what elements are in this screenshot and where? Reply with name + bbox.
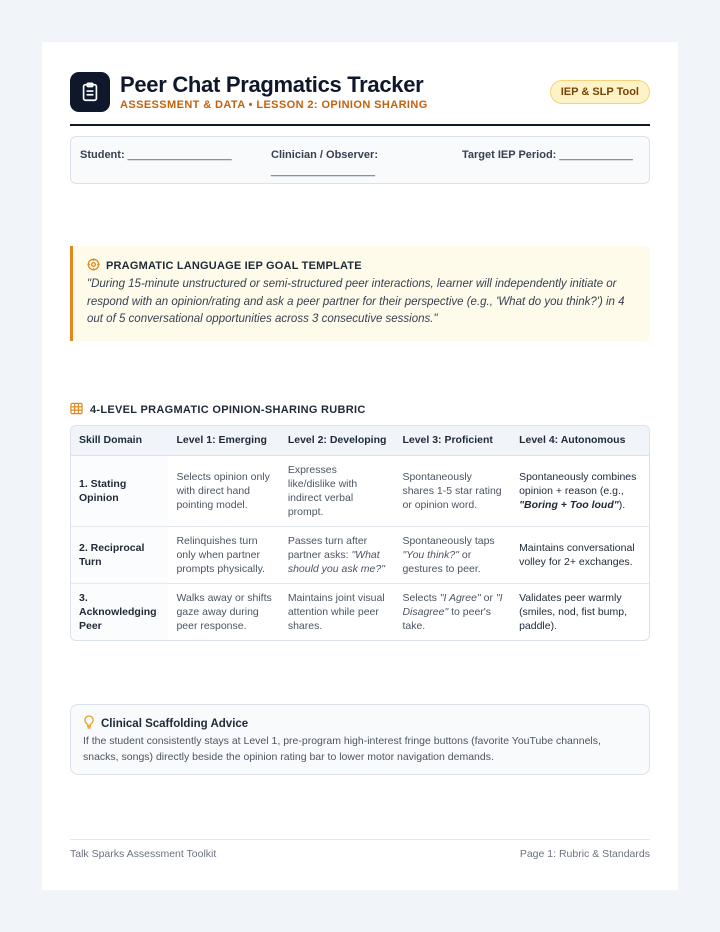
cell-text: Passes turn after partner asks:: [287, 534, 368, 561]
table-cell: Expresses like/dislike with indirect verbal prompt.: [280, 455, 395, 526]
target-period-label: Target IEP Period:: [462, 149, 557, 161]
advice-heading-row: [83, 715, 248, 732]
rubric-heading: 4-LEVEL PRAGMATIC OPINION-SHARING RUBRIC: [90, 404, 366, 416]
column-header: Level 1: Emerging: [168, 426, 279, 455]
table-cell: [511, 455, 649, 526]
document-page: [42, 42, 678, 890]
table-cell: Maintains joint visual attention while peer shares.: [287, 591, 385, 632]
table-header-row: [71, 426, 649, 455]
page-title: Peer Chat Pragmatics Tracker: [120, 72, 424, 97]
table-cell: [394, 526, 511, 583]
scaffolding-advice-box: [70, 704, 650, 775]
footer-page-label: Page 1: Rubric & Standards: [519, 848, 650, 860]
table-cell: Validates peer warmly (smiles, nod, fist bump, paddle).: [519, 591, 628, 632]
table-cell: Maintains conversational volley for 2+ exchanges.: [511, 526, 649, 583]
cell-example: "What should you ask me?": [287, 548, 385, 575]
cell-text: to peer's take.: [402, 605, 492, 632]
target-period-field[interactable]: [462, 147, 633, 163]
column-header: Level 2: Developing: [280, 426, 395, 455]
table-row: [71, 455, 649, 526]
skill-cell: 1. Stating Opinion: [71, 455, 168, 526]
cell-text: or: [480, 591, 496, 604]
grid-table-icon: [70, 402, 83, 418]
table-cell: Spontaneously shares 1-5 star rating or opinion word.: [394, 455, 511, 526]
goal-text: "During 15-minute unstructured or semi-structured peer interactions, learner will independently initiate or respond with an opinion/rating and ask a peer partner for their perspective (e.g., 'What do you think?') in 4 out of 5 conversational opportunities across 3 consecutive sessions.": [87, 278, 625, 325]
student-blank: _________________: [127, 149, 232, 161]
cell-text: Spontaneously combines opinion + reason (e.g.,: [519, 470, 637, 497]
clinician-field[interactable]: [271, 147, 421, 179]
advice-text: If the student consistently stays at Level 1, pre-program high-interest fringe buttons (favorite YouTube channels, snacks, songs) directly beside the opinion rating bar to lower motor navigation demands.: [83, 735, 601, 763]
table-row: [71, 583, 649, 640]
skill-cell: 3. Acknowledging Peer: [71, 583, 168, 640]
rubric-table: [71, 426, 649, 640]
tool-badge: IEP & SLP Tool: [550, 80, 650, 104]
student-label: Student:: [80, 149, 125, 161]
table-cell: Selects opinion only with direct hand pointing model.: [168, 455, 279, 526]
rubric-table-wrapper: [70, 425, 650, 641]
column-header: Level 4: Autonomous: [511, 426, 649, 455]
column-header: Skill Domain: [71, 426, 168, 455]
page-subtitle: ASSESSMENT & DATA • LESSON 2: OPINION SHARING: [120, 99, 428, 111]
cell-text: or gestures to peer.: [402, 548, 481, 575]
clinician-blank: _________________: [271, 165, 376, 177]
header-divider: [70, 124, 650, 126]
footer-divider: [70, 839, 650, 840]
clipboard-icon: [70, 72, 110, 112]
clinician-label: Clinician / Observer:: [271, 149, 378, 161]
student-field[interactable]: [80, 147, 232, 163]
table-cell: Relinquishes turn only when partner prompts physically.: [168, 526, 279, 583]
table-cell: Walks away or shifts gaze away during peer response.: [176, 591, 272, 632]
cell-example: "Boring + Too loud": [519, 498, 619, 511]
column-header: Level 3: Proficient: [394, 426, 511, 455]
rubric-heading-row: [70, 402, 366, 418]
table-cell: [280, 526, 395, 583]
skill-cell: 2. Reciprocal Turn: [71, 526, 168, 583]
target-icon: [87, 258, 100, 274]
cell-text: Spontaneously taps: [402, 534, 495, 547]
cell-example: "You think?": [402, 548, 459, 561]
table-cell: [394, 583, 511, 640]
cell-example: "I Disagree": [402, 591, 503, 618]
cell-text: Selects: [402, 591, 440, 604]
cell-text: ).: [618, 498, 626, 511]
table-row: [71, 526, 649, 583]
iep-goal-callout: [70, 246, 650, 341]
goal-heading: PRAGMATIC LANGUAGE IEP GOAL TEMPLATE: [106, 260, 362, 272]
advice-heading: Clinical Scaffolding Advice: [101, 717, 249, 730]
cell-example: "I Agree": [439, 591, 481, 604]
footer-toolkit-name: Talk Sparks Assessment Toolkit: [70, 848, 217, 860]
target-period-blank: ____________: [559, 149, 633, 161]
lightbulb-icon: [83, 715, 95, 732]
goal-heading-row: [87, 258, 362, 274]
student-info-box: [70, 136, 650, 184]
